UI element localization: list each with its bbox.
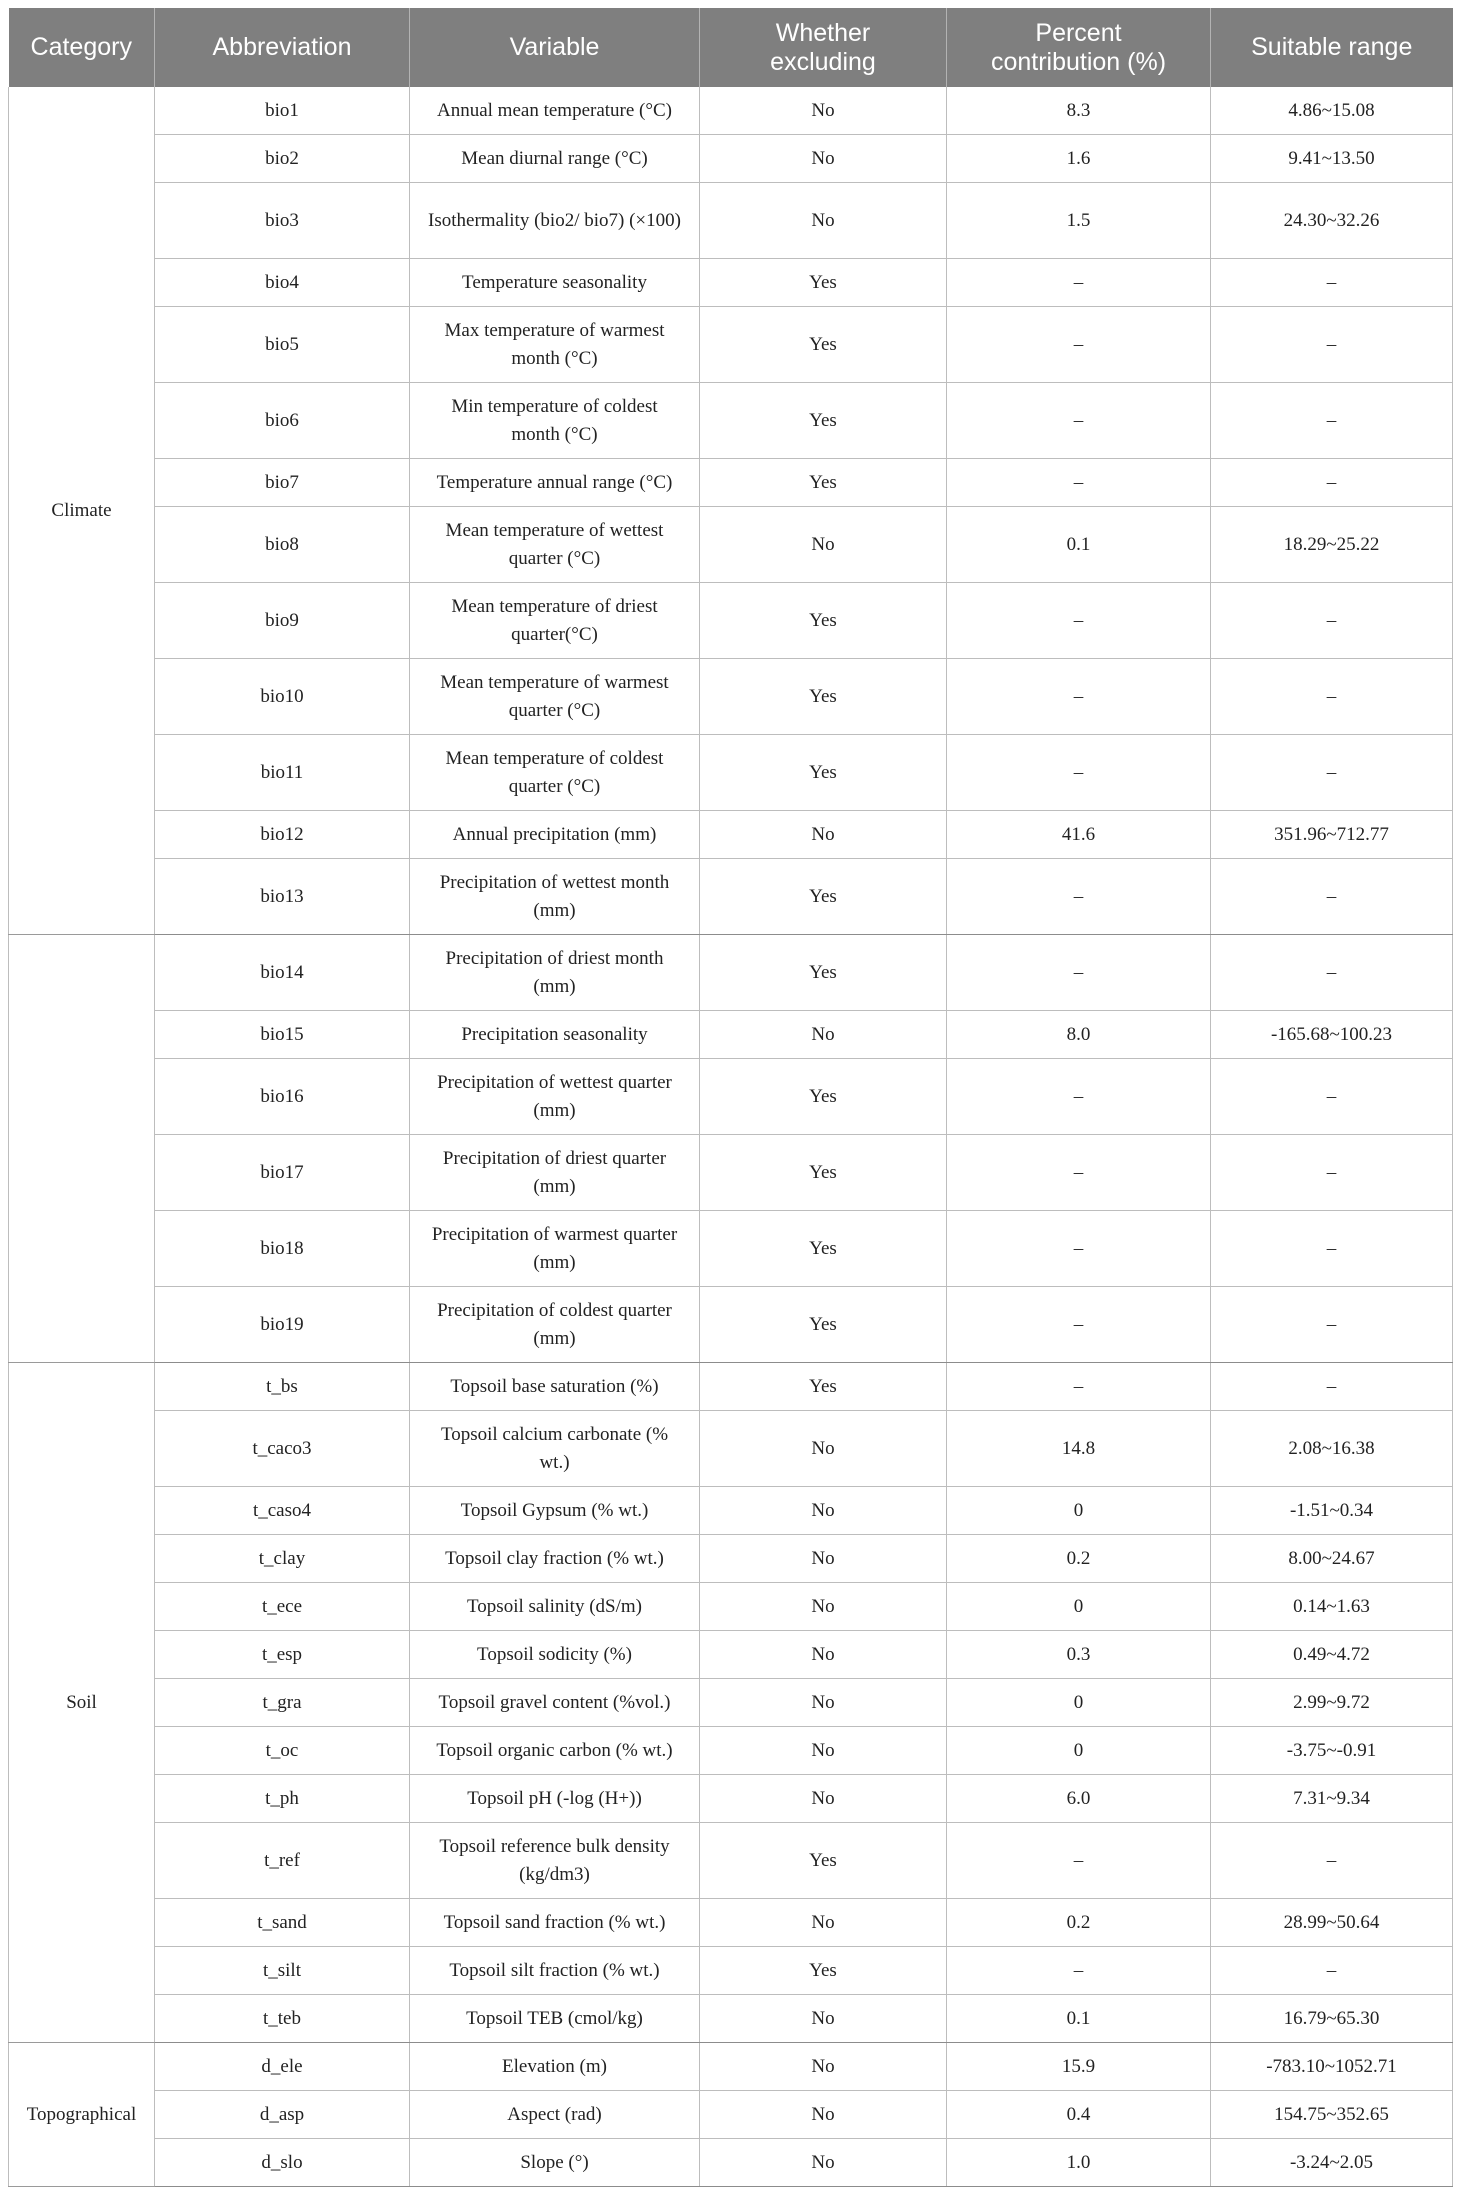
cell-suitable-range: -783.10~1052.71 (1211, 2043, 1453, 2091)
cell-percent-contribution: – (947, 1823, 1211, 1899)
cell-variable: Topsoil clay fraction (% wt.) (410, 1535, 700, 1583)
cell-variable: Elevation (m) (410, 2043, 700, 2091)
cell-suitable-range: 0.14~1.63 (1211, 1583, 1453, 1631)
cell-suitable-range: 8.00~24.67 (1211, 1535, 1453, 1583)
cell-variable: Precipitation of driest month (mm) (410, 935, 700, 1011)
cell-category: Topographical (9, 2043, 155, 2187)
header-row (9, 8, 1453, 87)
cell-percent-contribution: 0 (947, 1583, 1211, 1631)
cell-whether-excluding: No (700, 1487, 947, 1535)
cell-whether-excluding: No (700, 135, 947, 183)
table-row (9, 1679, 1453, 1727)
cell-abbreviation: bio9 (155, 583, 410, 659)
cell-suitable-range: – (1211, 1287, 1453, 1363)
cell-suitable-range: – (1211, 1363, 1453, 1411)
cell-abbreviation: t_ref (155, 1823, 410, 1899)
cell-percent-contribution: – (947, 1059, 1211, 1135)
cell-variable: Annual mean temperature (°C) (410, 87, 700, 135)
table-row (9, 1363, 1453, 1411)
cell-variable: Precipitation seasonality (410, 1011, 700, 1059)
cell-abbreviation: bio3 (155, 183, 410, 259)
table-row (9, 859, 1453, 935)
table-row (9, 1583, 1453, 1631)
cell-percent-contribution: 0 (947, 1679, 1211, 1727)
cell-variable: Precipitation of coldest quarter (mm) (410, 1287, 700, 1363)
cell-whether-excluding: Yes (700, 383, 947, 459)
cell-whether-excluding: No (700, 1011, 947, 1059)
cell-whether-excluding: No (700, 1899, 947, 1947)
header-variable: Variable (410, 8, 700, 87)
cell-suitable-range: – (1211, 1823, 1453, 1899)
table-row (9, 1899, 1453, 1947)
cell-whether-excluding: No (700, 87, 947, 135)
table-row (9, 1135, 1453, 1211)
cell-whether-excluding: No (700, 1727, 947, 1775)
cell-suitable-range: – (1211, 1211, 1453, 1287)
cell-variable: Mean temperature of coldest quarter (°C) (410, 735, 700, 811)
header-whether-excluding: Whether excluding (700, 8, 947, 87)
cell-variable: Precipitation of driest quarter (mm) (410, 1135, 700, 1211)
cell-suitable-range: 154.75~352.65 (1211, 2091, 1453, 2139)
cell-whether-excluding: No (700, 811, 947, 859)
cell-abbreviation: t_clay (155, 1535, 410, 1583)
cell-variable: Precipitation of wettest quarter (mm) (410, 1059, 700, 1135)
cell-abbreviation: bio11 (155, 735, 410, 811)
table-row (9, 1287, 1453, 1363)
cell-percent-contribution: – (947, 259, 1211, 307)
cell-percent-contribution: 41.6 (947, 811, 1211, 859)
cell-variable: Temperature seasonality (410, 259, 700, 307)
table-row (9, 507, 1453, 583)
cell-abbreviation: bio17 (155, 1135, 410, 1211)
cell-whether-excluding: Yes (700, 659, 947, 735)
cell-suitable-range: – (1211, 307, 1453, 383)
cell-percent-contribution: – (947, 459, 1211, 507)
cell-variable: Mean temperature of wettest quarter (°C) (410, 507, 700, 583)
cell-percent-contribution: – (947, 659, 1211, 735)
cell-abbreviation: bio8 (155, 507, 410, 583)
table-row (9, 383, 1453, 459)
cell-whether-excluding: No (700, 1631, 947, 1679)
cell-suitable-range: -165.68~100.23 (1211, 1011, 1453, 1059)
cell-whether-excluding: Yes (700, 307, 947, 383)
table-row (9, 459, 1453, 507)
cell-percent-contribution: 0.1 (947, 507, 1211, 583)
cell-suitable-range: 18.29~25.22 (1211, 507, 1453, 583)
cell-percent-contribution: 0.2 (947, 1899, 1211, 1947)
cell-whether-excluding: Yes (700, 459, 947, 507)
cell-whether-excluding: No (700, 1679, 947, 1727)
cell-variable: Topsoil TEB (cmol/kg) (410, 1995, 700, 2043)
header-abbreviation: Abbreviation (155, 8, 410, 87)
cell-suitable-range: 16.79~65.30 (1211, 1995, 1453, 2043)
cell-percent-contribution: 14.8 (947, 1411, 1211, 1487)
table-row (9, 1059, 1453, 1135)
cell-abbreviation: t_sand (155, 1899, 410, 1947)
cell-abbreviation: bio15 (155, 1011, 410, 1059)
table-row (9, 1775, 1453, 1823)
cell-whether-excluding: Yes (700, 1823, 947, 1899)
table-row (9, 1011, 1453, 1059)
cell-suitable-range: – (1211, 735, 1453, 811)
cell-suitable-range: – (1211, 1059, 1453, 1135)
table-row (9, 583, 1453, 659)
cell-percent-contribution: – (947, 735, 1211, 811)
cell-percent-contribution: 0 (947, 1487, 1211, 1535)
cell-percent-contribution: – (947, 935, 1211, 1011)
cell-variable: Topsoil sand fraction (% wt.) (410, 1899, 700, 1947)
cell-percent-contribution: – (947, 583, 1211, 659)
cell-whether-excluding: Yes (700, 935, 947, 1011)
cell-percent-contribution: 8.3 (947, 87, 1211, 135)
cell-percent-contribution: 0.4 (947, 2091, 1211, 2139)
cell-abbreviation: t_oc (155, 1727, 410, 1775)
table-row (9, 1823, 1453, 1899)
data-table (8, 8, 1453, 2187)
cell-variable: Precipitation of warmest quarter (mm) (410, 1211, 700, 1287)
cell-variable: Mean temperature of driest quarter(°C) (410, 583, 700, 659)
cell-abbreviation: bio2 (155, 135, 410, 183)
cell-suitable-range: 7.31~9.34 (1211, 1775, 1453, 1823)
table-row (9, 1727, 1453, 1775)
table-row (9, 87, 1453, 135)
cell-variable: Topsoil Gypsum (% wt.) (410, 1487, 700, 1535)
cell-whether-excluding: No (700, 1775, 947, 1823)
cell-whether-excluding: Yes (700, 1287, 947, 1363)
table-row (9, 307, 1453, 383)
cell-whether-excluding: No (700, 1535, 947, 1583)
cell-whether-excluding: Yes (700, 735, 947, 811)
cell-whether-excluding: Yes (700, 1211, 947, 1287)
cell-variable: Aspect (rad) (410, 2091, 700, 2139)
cell-abbreviation: bio16 (155, 1059, 410, 1135)
cell-abbreviation: bio4 (155, 259, 410, 307)
cell-percent-contribution: – (947, 383, 1211, 459)
cell-suitable-range: 0.49~4.72 (1211, 1631, 1453, 1679)
table-row (9, 2139, 1453, 2187)
cell-whether-excluding: No (700, 1411, 947, 1487)
cell-suitable-range: – (1211, 859, 1453, 935)
table-row (9, 735, 1453, 811)
cell-abbreviation: bio1 (155, 87, 410, 135)
cell-variable: Slope (°) (410, 2139, 700, 2187)
header-suitable-range: Suitable range (1211, 8, 1453, 87)
cell-variable: Mean diurnal range (°C) (410, 135, 700, 183)
cell-abbreviation: bio5 (155, 307, 410, 383)
cell-whether-excluding: Yes (700, 1135, 947, 1211)
cell-suitable-range: 28.99~50.64 (1211, 1899, 1453, 1947)
cell-suitable-range: – (1211, 935, 1453, 1011)
cell-whether-excluding: No (700, 1995, 947, 2043)
cell-category: Soil (9, 1363, 155, 2043)
cell-abbreviation: t_silt (155, 1947, 410, 1995)
table-body (9, 87, 1453, 2187)
cell-percent-contribution: – (947, 859, 1211, 935)
cell-suitable-range: 2.99~9.72 (1211, 1679, 1453, 1727)
cell-abbreviation: bio13 (155, 859, 410, 935)
header-category: Category (9, 8, 155, 87)
cell-variable: Topsoil organic carbon (% wt.) (410, 1727, 700, 1775)
cell-variable: Topsoil calcium carbonate (% wt.) (410, 1411, 700, 1487)
cell-abbreviation: bio18 (155, 1211, 410, 1287)
table-row (9, 1411, 1453, 1487)
cell-variable: Isothermality (bio2/ bio7) (×100) (410, 183, 700, 259)
cell-category: Climate (9, 87, 155, 935)
cell-abbreviation: bio10 (155, 659, 410, 735)
cell-abbreviation: bio6 (155, 383, 410, 459)
cell-variable: Min temperature of coldest month (°C) (410, 383, 700, 459)
table-row (9, 1535, 1453, 1583)
cell-abbreviation: d_asp (155, 2091, 410, 2139)
cell-variable: Precipitation of wettest month (mm) (410, 859, 700, 935)
cell-suitable-range: – (1211, 659, 1453, 735)
cell-percent-contribution: 0.3 (947, 1631, 1211, 1679)
table-row (9, 1487, 1453, 1535)
cell-variable: Temperature annual range (°C) (410, 459, 700, 507)
cell-suitable-range: 2.08~16.38 (1211, 1411, 1453, 1487)
cell-abbreviation: d_slo (155, 2139, 410, 2187)
cell-variable: Topsoil reference bulk density (kg/dm3) (410, 1823, 700, 1899)
cell-abbreviation: t_caco3 (155, 1411, 410, 1487)
cell-variable: Topsoil silt fraction (% wt.) (410, 1947, 700, 1995)
cell-variable: Annual precipitation (mm) (410, 811, 700, 859)
cell-percent-contribution: – (947, 1135, 1211, 1211)
cell-whether-excluding: Yes (700, 259, 947, 307)
cell-abbreviation: t_ece (155, 1583, 410, 1631)
cell-percent-contribution: 8.0 (947, 1011, 1211, 1059)
cell-whether-excluding: Yes (700, 1059, 947, 1135)
cell-suitable-range: – (1211, 1947, 1453, 1995)
cell-suitable-range: -1.51~0.34 (1211, 1487, 1453, 1535)
cell-variable: Topsoil salinity (dS/m) (410, 1583, 700, 1631)
cell-abbreviation: bio14 (155, 935, 410, 1011)
table-header (9, 8, 1453, 87)
cell-whether-excluding: No (700, 183, 947, 259)
table-row (9, 2043, 1453, 2091)
table-row (9, 2091, 1453, 2139)
table-row (9, 183, 1453, 259)
table-row (9, 1995, 1453, 2043)
cell-percent-contribution: 15.9 (947, 2043, 1211, 2091)
cell-percent-contribution: 6.0 (947, 1775, 1211, 1823)
table-row (9, 659, 1453, 735)
cell-abbreviation: bio12 (155, 811, 410, 859)
cell-category (9, 935, 155, 1363)
cell-suitable-range: 24.30~32.26 (1211, 183, 1453, 259)
cell-variable: Topsoil pH (-log (H+)) (410, 1775, 700, 1823)
cell-whether-excluding: Yes (700, 859, 947, 935)
cell-percent-contribution: – (947, 307, 1211, 383)
table-row (9, 1947, 1453, 1995)
table-row (9, 1631, 1453, 1679)
cell-abbreviation: t_ph (155, 1775, 410, 1823)
cell-suitable-range: – (1211, 383, 1453, 459)
cell-percent-contribution: – (947, 1211, 1211, 1287)
cell-abbreviation: t_bs (155, 1363, 410, 1411)
cell-suitable-range: -3.75~-0.91 (1211, 1727, 1453, 1775)
cell-suitable-range: 4.86~15.08 (1211, 87, 1453, 135)
cell-abbreviation: d_ele (155, 2043, 410, 2091)
cell-suitable-range: -3.24~2.05 (1211, 2139, 1453, 2187)
cell-whether-excluding: No (700, 1583, 947, 1631)
cell-abbreviation: bio19 (155, 1287, 410, 1363)
cell-variable: Max temperature of warmest month (°C) (410, 307, 700, 383)
cell-variable: Topsoil sodicity (%) (410, 1631, 700, 1679)
cell-whether-excluding: No (700, 507, 947, 583)
table-row (9, 1211, 1453, 1287)
cell-percent-contribution: 1.6 (947, 135, 1211, 183)
cell-whether-excluding: Yes (700, 1947, 947, 1995)
header-percent-contribution: Percent contribution (%) (947, 8, 1211, 87)
table-row (9, 811, 1453, 859)
cell-whether-excluding: Yes (700, 1363, 947, 1411)
table-row (9, 935, 1453, 1011)
cell-percent-contribution: 0 (947, 1727, 1211, 1775)
cell-percent-contribution: 0.2 (947, 1535, 1211, 1583)
table-row (9, 259, 1453, 307)
cell-abbreviation: t_caso4 (155, 1487, 410, 1535)
cell-abbreviation: t_gra (155, 1679, 410, 1727)
cell-whether-excluding: Yes (700, 583, 947, 659)
cell-variable: Mean temperature of warmest quarter (°C) (410, 659, 700, 735)
cell-suitable-range: – (1211, 583, 1453, 659)
cell-whether-excluding: No (700, 2043, 947, 2091)
cell-suitable-range: 351.96~712.77 (1211, 811, 1453, 859)
cell-abbreviation: t_esp (155, 1631, 410, 1679)
cell-abbreviation: t_teb (155, 1995, 410, 2043)
cell-whether-excluding: No (700, 2139, 947, 2187)
cell-suitable-range: – (1211, 259, 1453, 307)
cell-percent-contribution: 1.5 (947, 183, 1211, 259)
cell-suitable-range: – (1211, 1135, 1453, 1211)
cell-percent-contribution: 1.0 (947, 2139, 1211, 2187)
cell-variable: Topsoil base saturation (%) (410, 1363, 700, 1411)
cell-variable: Topsoil gravel content (%vol.) (410, 1679, 700, 1727)
cell-suitable-range: – (1211, 459, 1453, 507)
cell-whether-excluding: No (700, 2091, 947, 2139)
cell-suitable-range: 9.41~13.50 (1211, 135, 1453, 183)
cell-percent-contribution: – (947, 1947, 1211, 1995)
cell-abbreviation: bio7 (155, 459, 410, 507)
cell-percent-contribution: – (947, 1363, 1211, 1411)
cell-percent-contribution: 0.1 (947, 1995, 1211, 2043)
cell-percent-contribution: – (947, 1287, 1211, 1363)
table-row (9, 135, 1453, 183)
